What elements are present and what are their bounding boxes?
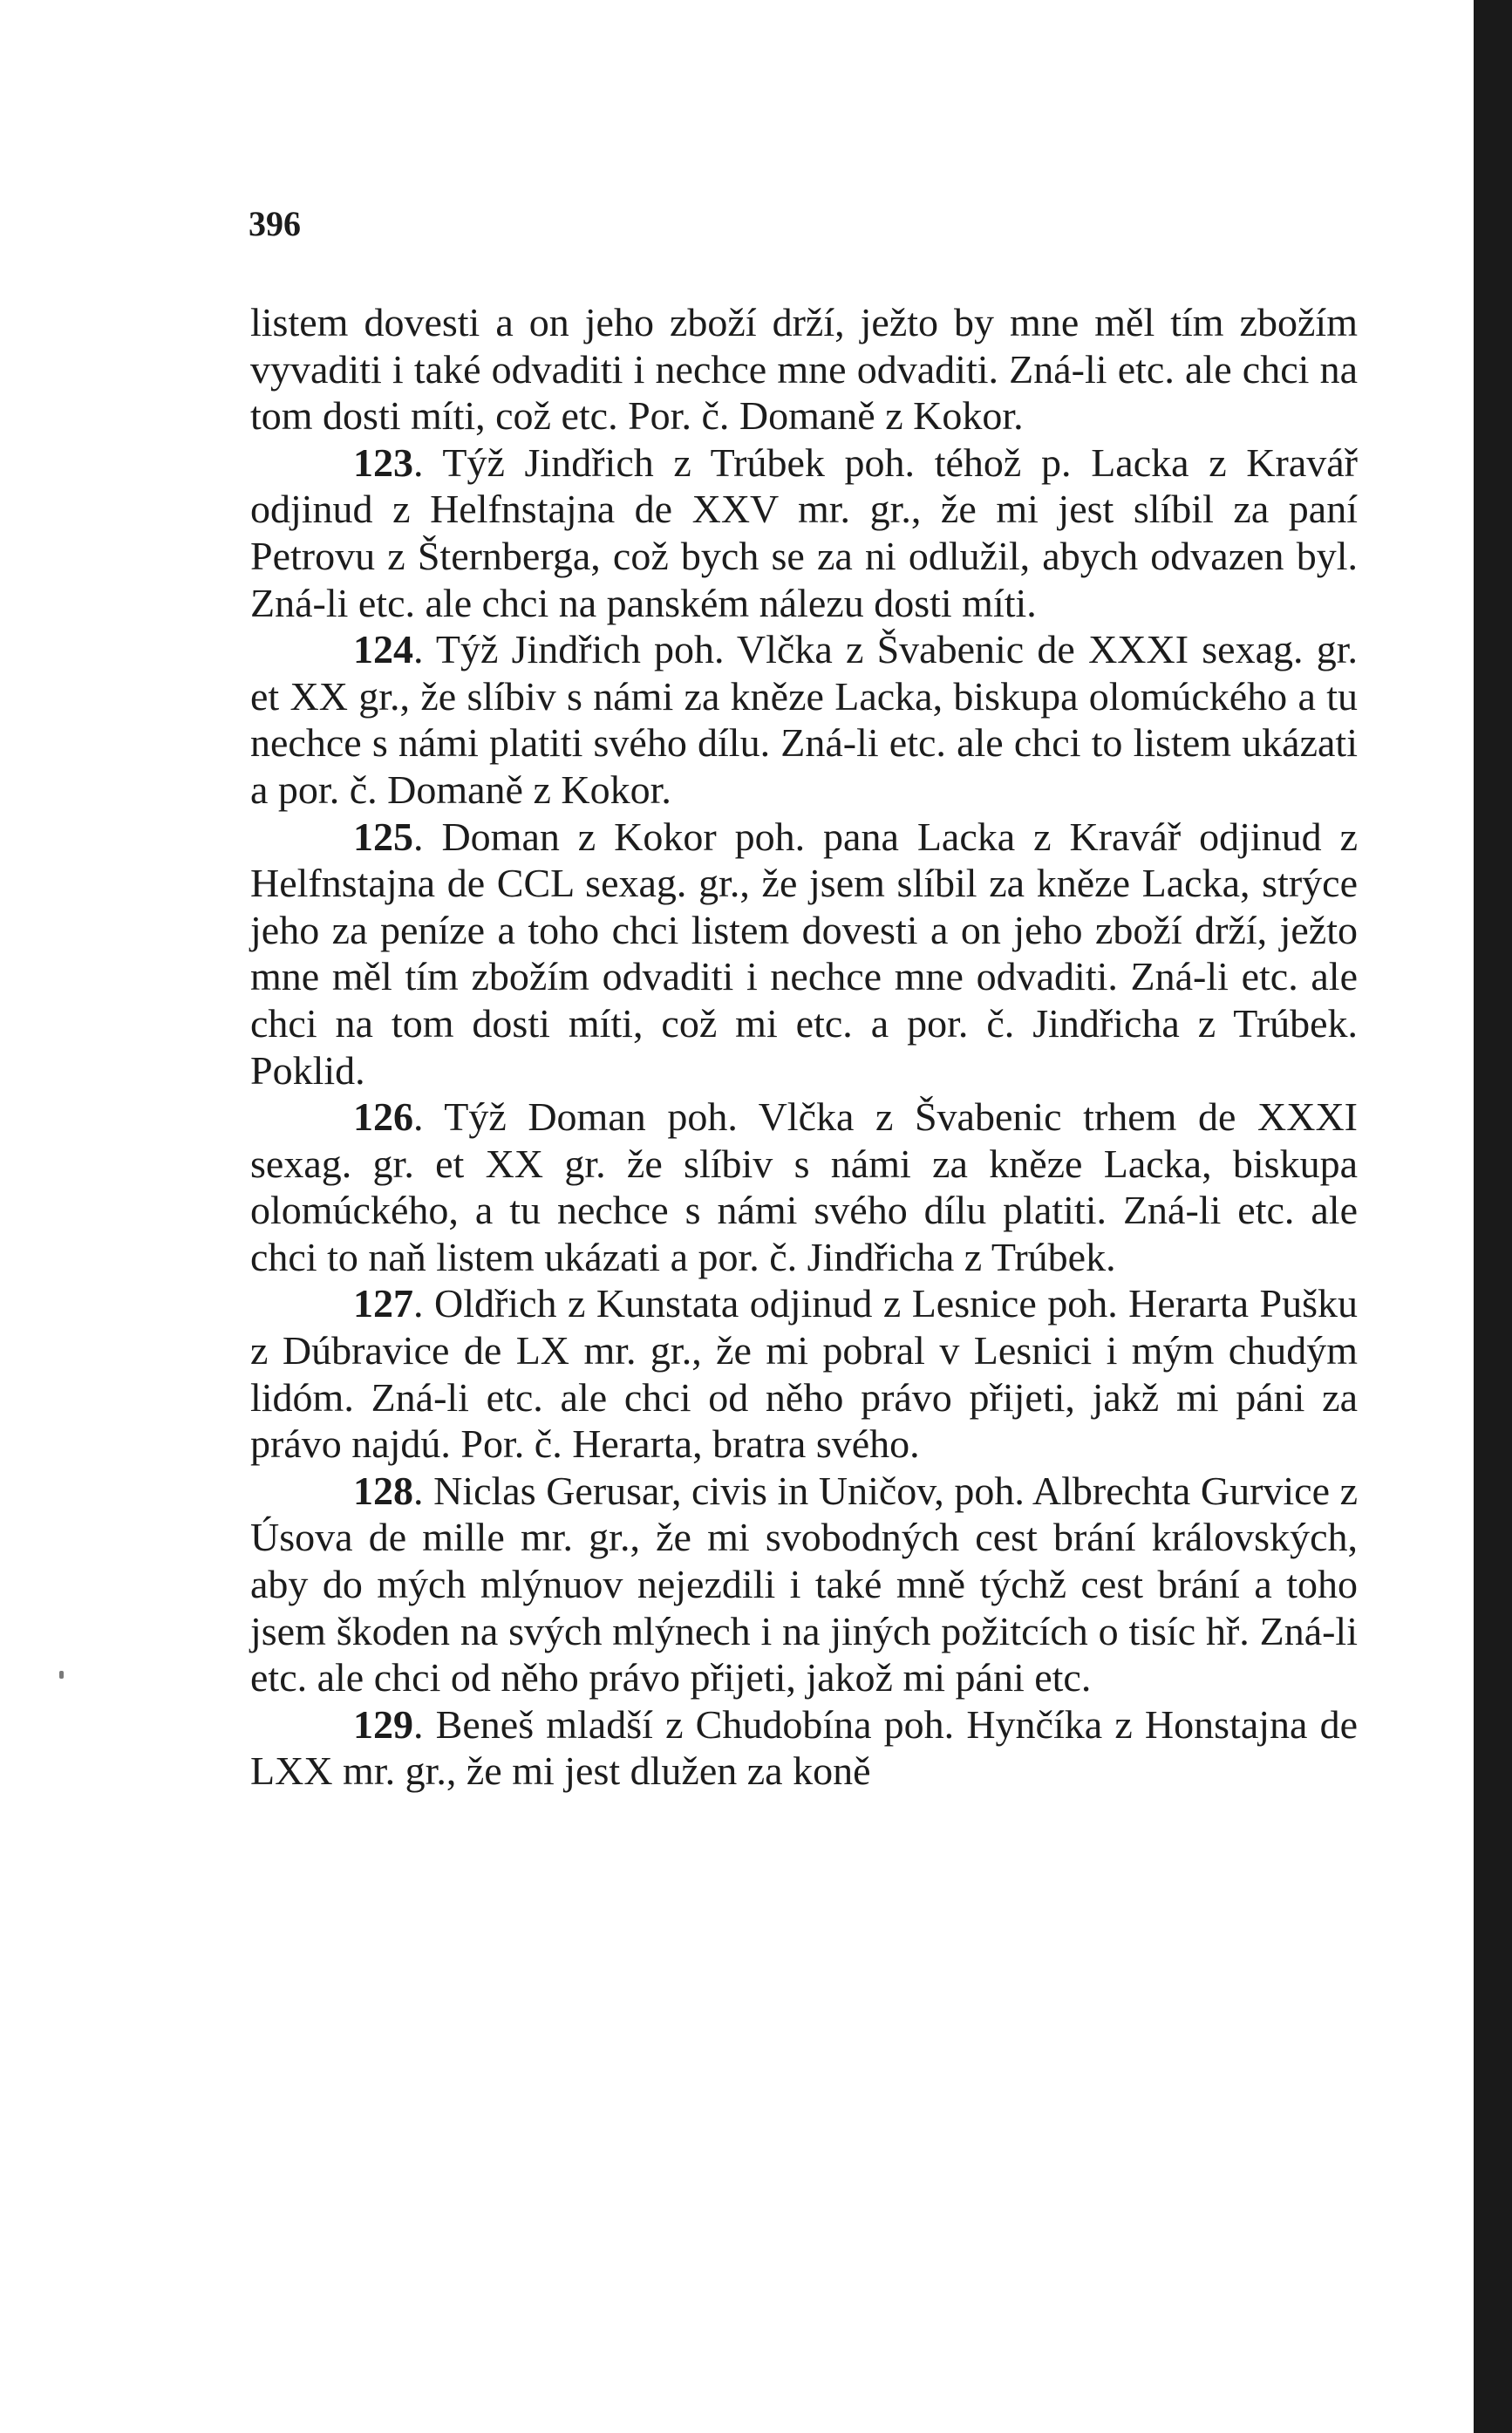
entry-number: 124 xyxy=(353,627,413,672)
entry-123: 123. Týž Jindřich z Trúbek poh. téhož p. Lacka z Kravář odjinud z Helfnstajna de XXV mr. gr., že mi jest slíbil za paní Petrovu z Šternberga, což bych se za ni odlužil, abych odvazen byl. Zná-li etc. ale chci na panském nálezu dosti míti. xyxy=(250,440,1358,625)
entry-128: 128. Niclas Gerusar, civis in Uničov, poh. Albrechta Gurvice z Úsova de mille mr. gr., že mi svobodných cest brání královských, aby do mých mlýnuov nejezdili i také mně týchž cest brání a toho jsem škoden na svých mlýnech i na jiných požitcích o tisíc hř. Zná-li etc. ale chci od něho právo přijeti, jakož mi páni etc. xyxy=(250,1468,1358,1700)
entry-text: Týž Doman poh. Vlčka z Švabenic trhem de XXXI sexag. gr. et XX gr. že slíbiv s námi za kněze Lacka, biskupa olomúckého, a tu nechce s námi svého dílu platiti. Zná-li etc. ale chci to naň listem ukázati a por. č. Jindřicha z Trúbek. xyxy=(250,1094,1358,1279)
page-number: 396 xyxy=(249,204,301,243)
entry-126: 126. Týž Doman poh. Vlčka z Švabenic trhem de XXXI sexag. gr. et XX gr. že slíbiv s námi za kněze Lacka, biskupa olomúckého, a tu nechce s námi svého dílu platiti. Zná-li etc. ale chci to naň listem ukázati a por. č. Jindřicha z Trúbek. xyxy=(250,1094,1358,1279)
entry-127: 127. Oldřich z Kunstata odjinud z Lesnice poh. Herarta Pušku z Dúbravice de LX mr. gr., že mi pobral v Lesnici i mým chudým lidóm. Zná-li etc. ale chci od něho právo přijeti, jakž mi páni za právo najdú. Por. č. Herarta, bratra svého. xyxy=(250,1281,1358,1467)
entry-number: 125 xyxy=(353,814,413,859)
entry-number: 129 xyxy=(353,1701,413,1747)
entry-text: Niclas Gerusar, civis in Uničov, poh. Albrechta Gurvice z Úsova de mille mr. gr., že mi svobodných cest brání královských, aby do mých mlýnuov nejezdili i také mně týchž cest brání a toho jsem škoden na svých mlýnech i na jiných požitcích o tisíc hř. Zná-li etc. ale chci od něho právo přijeti, jakož mi páni etc. xyxy=(250,1468,1358,1700)
entry-number: 127 xyxy=(353,1281,413,1326)
scan-speck xyxy=(59,1671,64,1679)
paragraph-continuation xyxy=(250,299,1358,440)
entry-text: Týž Jindřich z Trúbek poh. téhož p. Lacka z Kravář odjinud z Helfnstajna de XXV mr. gr., že mi jest slíbil za paní Petrovu z Šternberga, což bych se za ni odlužil, abych odvazen byl. Zná-li etc. ale chci na panském nálezu dosti míti. xyxy=(250,440,1358,625)
entry-text: Doman z Kokor poh. pana Lacka z Kravář odjinud z Helfnstajna de CCL sexag. gr., že jsem slíbil za kněze Lacka, strýce jeho za peníze a toho chci listem dovesti a on jeho zboží drží, ježto mne měl tím zbožím odvaditi i nechce mne odvaditi. Zná-li etc. ale chci na tom dosti míti, což mi etc. a por. č. Jindřicha z Trúbek. Poklid. xyxy=(250,814,1359,1093)
paragraph-text: listem dovesti a on jeho zboží drží, ježto by mne měl tím zbožím vyvaditi i také odvaditi i nechce mne odvaditi. Zná-li etc. ale chci na tom dosti míti, což etc. Por. č. Domaně z Kokor. xyxy=(250,300,1358,439)
entry-text: Beneš mladší z Chudobína poh. Hynčíka z Honstajna de LXX mr. gr., že mi jest dlužen za koně xyxy=(250,1701,1359,1794)
entry-text: Týž Jindřich poh. Vlčka z Švabenic de XXXI sexag. gr. et XX gr., že slíbiv s námi za kněze Lacka, biskupa olomúckého a tu nechce s námi platiti svého dílu. Zná-li etc. ale chci to listem ukázati a por. č. Domaně z Kokor. xyxy=(250,627,1358,812)
body-text xyxy=(250,299,1358,1795)
entry-number: 128 xyxy=(353,1468,413,1513)
entry-125: 125. Doman z Kokor poh. pana Lacka z Kravář odjinud z Helfnstajna de CCL sexag. gr., že jsem slíbil za kněze Lacka, strýce jeho za peníze a toho chci listem dovesti a on jeho zboží drží, ježto mne měl tím zbožím odvaditi i nechce mne odvaditi. Zná-li etc. ale chci na tom dosti míti, což mi etc. a por. č. Jindřicha z Trúbek. Poklid. xyxy=(250,814,1359,1093)
entry-129: 129. Beneš mladší z Chudobína poh. Hynčíka z Honstajna de LXX mr. gr., že mi jest dlužen za koně xyxy=(250,1701,1359,1794)
entry-124: 124. Týž Jindřich poh. Vlčka z Švabenic de XXXI sexag. gr. et XX gr., že slíbiv s námi za kněze Lacka, biskupa olomúckého a tu nechce s námi platiti svého dílu. Zná-li etc. ale chci to listem ukázati a por. č. Domaně z Kokor. xyxy=(250,627,1358,812)
entry-number: 126 xyxy=(353,1094,413,1140)
entry-text: Oldřich z Kunstata odjinud z Lesnice poh. Herarta Pušku z Dúbravice de LX mr. gr., že mi pobral v Lesnici i mým chudým lidóm. Zná-li etc. ale chci od něho právo přijeti, jakž mi páni za právo najdú. Por. č. Herarta, bratra svého. xyxy=(250,1281,1358,1467)
entry-number: 123 xyxy=(353,440,413,485)
